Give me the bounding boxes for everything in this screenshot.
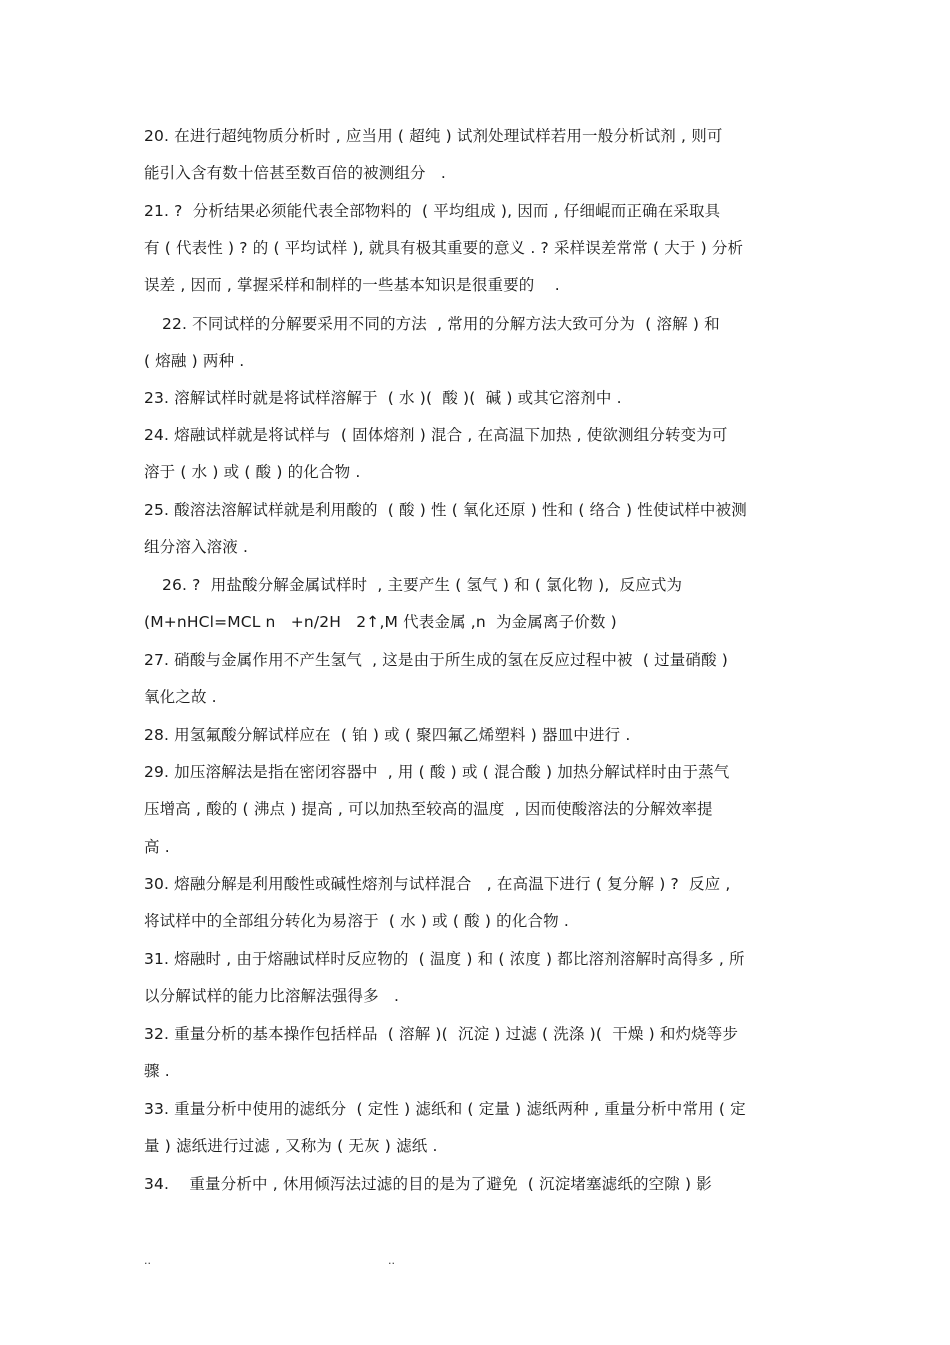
text-line-q30-2: 将试样中的全部组分转化为易溶于 ( 水 ) 或 ( 酸 ) 的化合物 . [144, 912, 569, 930]
text-line-q30-1: 30. 熔融分解是利用酸性或碱性熔剂与试样混合 , 在高温下进行 ( 复分解 ) ? 反应 , [144, 875, 731, 893]
text-line-q33-1: 33. 重量分析中使用的滤纸分 ( 定性 ) 滤纸和 ( 定量 ) 滤纸两种 , 重量分析中常用 ( 定 [144, 1100, 746, 1118]
text-line-q21-3: 误差 , 因而 , 掌握采样和制样的一些基本知识是很重要的 . [144, 276, 560, 294]
text-line-q26-2: (M+nHCl=MCL n +n/2H 2↑,M 代表金属 ,n 为金属离子价数 ) [144, 613, 617, 631]
text-line-q20-1: 20. 在进行超纯物质分析时 , 应当用 ( 超纯 ) 试剂处理试样若用一般分析试剂 , 则可 [144, 127, 723, 145]
text-line-q29-1: 29. 加压溶解法是指在密闭容器中 , 用 ( 酸 ) 或 ( 混合酸 ) 加热分解试样时由于蒸气 [144, 763, 730, 781]
text-line-q29-3: 高 . [144, 838, 170, 856]
text-line-q25-1: 25. 酸溶法溶解试样就是利用酸的 ( 酸 ) 性 ( 氧化还原 ) 性和 ( 络合 ) 性使试样中被测 [144, 501, 747, 519]
text-line-q22-1: 22. 不同试样的分解要采用不同的方法 , 常用的分解方法大致可分为 ( 溶解 ) 和 [162, 315, 720, 333]
text-line-q22-2: ( 熔融 ) 两种 . [144, 352, 245, 370]
text-line-q34-1: 34. 重量分析中 , 休用倾泻法过滤的目的是为了避免 ( 沉淀堵塞滤纸的空隙 ) 影 [144, 1175, 712, 1193]
text-line-q24-1: 24. 熔融试样就是将试样与 ( 固体熔剂 ) 混合 , 在高温下加热 , 使欲测组分转变为可 [144, 426, 728, 444]
text-line-q32-2: 骤 . [144, 1062, 170, 1080]
text-line-q31-2: 以分解试样的能力比溶解法强得多 . [144, 987, 400, 1005]
text-line-q27-1: 27. 硝酸与金属作用不产生氢气 , 这是由于所生成的氢在反应过程中被 ( 过量硝酸 ) [144, 651, 728, 669]
text-line-q33-2: 量 ) 滤纸进行过滤 , 又称为 ( 无灰 ) 滤纸 . [144, 1137, 438, 1155]
text-line-q24-2: 溶于 ( 水 ) 或 ( 酸 ) 的化合物 . [144, 463, 361, 481]
text-line-q32-1: 32. 重量分析的基本操作包括样品 ( 溶解 )( 沉淀 ) 过滤 ( 洗涤 )( 干燥 ) 和灼烧等步 [144, 1025, 739, 1043]
text-line-q28: 28. 用氢氟酸分解试样应在 ( 铂 ) 或 ( 聚四氟乙烯塑料 ) 器皿中进行 . [144, 726, 631, 744]
text-line-q27-2: 氧化之故 . [144, 688, 217, 706]
text-line-q20-2: 能引入含有数十倍甚至数百倍的被测组分 . [144, 164, 447, 182]
text-line-q21-2: 有 ( 代表性 ) ? 的 ( 平均试样 ), 就具有极其重要的意义 . ? 采样误差常常 ( 大于 ) 分析 [144, 239, 744, 257]
text-line-q31-1: 31. 熔融时 , 由于熔融试样时反应物的 ( 温度 ) 和 ( 浓度 ) 都比溶剂溶解时高得多 , 所 [144, 950, 745, 968]
text-line-q23: 23. 溶解试样时就是将试样溶解于 ( 水 )( 酸 )( 碱 ) 或其它溶剂中 . [144, 389, 622, 407]
text-line-q29-2: 压增高 , 酸的 ( 沸点 ) 提高 , 可以加热至较高的温度 , 因而使酸溶法的分解效率提 [144, 800, 713, 818]
text-line-q25-2: 组分溶入溶液 . [144, 538, 249, 556]
footer-mark-left: .. [144, 1254, 151, 1267]
text-line-q21-1: 21. ? 分析结果必须能代表全部物料的 ( 平均组成 ), 因而 , 仔细崐而正确在采取具 [144, 202, 721, 220]
footer-mark-right: .. [388, 1254, 395, 1267]
text-line-q26-1: 26. ? 用盐酸分解金属试样时 , 主要产生 ( 氢气 ) 和 ( 氯化物 ), 反应式为 [162, 576, 683, 594]
